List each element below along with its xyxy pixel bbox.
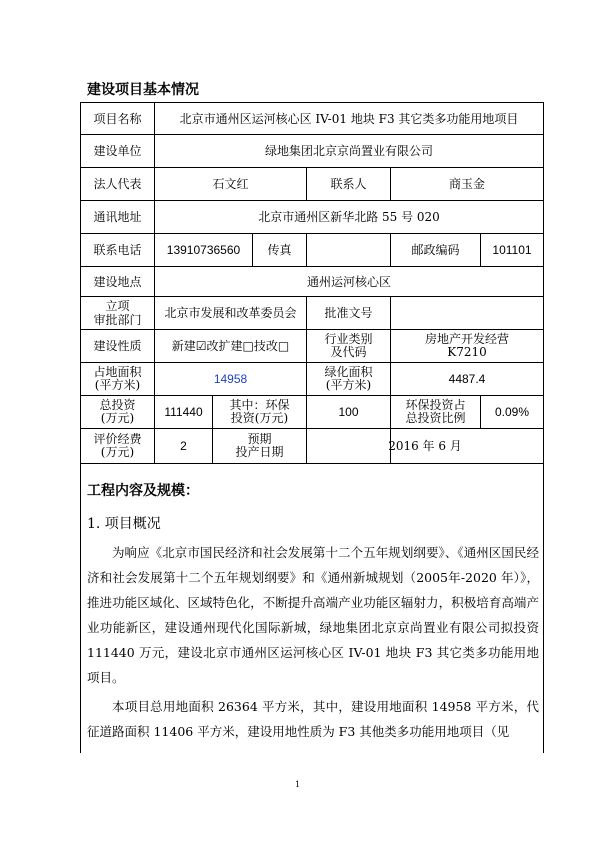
legal-rep-label: 法人代表 — [93, 177, 142, 191]
fax-value — [307, 234, 390, 266]
postcode-label: 邮政编码 — [411, 243, 460, 257]
green-area-value: 4487.4 — [448, 372, 486, 386]
env-ratio-value: 0.09% — [494, 405, 530, 419]
fax-label: 传真 — [267, 243, 292, 257]
env-ratio-label: 环保投资占 总投资比例 — [405, 398, 466, 425]
industry-label: 行业类别 及代码 — [324, 332, 373, 359]
basic-info-table — [80, 102, 544, 464]
total-invest-value: 111440 — [164, 405, 203, 419]
overview-paragraph-1: 为响应《北京市国民经济和社会发展第十二个五年规划纲要》、《通州区国民经济和社会发展第十二个五年规划纲要》和《通州新城规划（2005年-2020 年）》，推进功能区域化、区域特色化，不断提升高端产业功能区辐射力，积极培育高端产业功能新区，建设通州现代化国际新城，绿地集团北京京尚置业有限公司拟投资 111440 万元，建设北京市通州区运河核心区 IV-01 地块 F3 其它类多功能用地项目。 — [87, 545, 539, 685]
address-value: 北京市通州区新华北路 55 号 020 — [258, 210, 440, 224]
green-area-label: 绿化面积 (平方米) — [324, 365, 373, 392]
approval-no-value — [391, 297, 543, 329]
expected-date-value: 2016 年 6 月 — [388, 439, 462, 453]
overview-heading: 1. 项目概况 — [87, 516, 161, 532]
nature-label: 建设性质 — [93, 339, 142, 353]
postcode-value: 101101 — [492, 243, 532, 257]
nature-value: 新建☑改扩建□技改□ — [171, 339, 290, 353]
location-value: 通州运河核心区 — [306, 274, 391, 289]
phone-value: 13910736560 — [166, 243, 241, 257]
env-invest-label: 其中：环保 投资(万元) — [229, 398, 290, 425]
eval-fee-label: 评价经费 (万元) — [93, 432, 142, 459]
eval-fee-value: 2 — [180, 439, 187, 453]
page-number: 1 — [294, 780, 301, 789]
approval-dept-label: 立项 审批部门 — [93, 299, 142, 327]
contact-label: 联系人 — [330, 177, 367, 191]
project-name-label: 项目名称 — [93, 111, 142, 126]
contact-value: 商玉金 — [448, 177, 485, 191]
approval-no-label: 批准文号 — [324, 306, 373, 320]
total-invest-label: 总投资 (万元) — [99, 398, 136, 425]
project-name-value: 北京市通州区运河核心区 IV-01 地块 F3 其它类多功能用地项目 — [179, 111, 519, 126]
address-label: 通讯地址 — [93, 210, 142, 224]
location-label: 建设地点 — [93, 274, 142, 289]
overview-paragraph-2: 本项目总用地面积 26364 平方米，其中，建设用地面积 14958 平方米，代征道路面积 11406 平方米，建设用地性质为 F3 其他类多功能用地项目（见 — [87, 699, 539, 739]
land-area-value: 14958 — [213, 372, 248, 386]
phone-label: 联系电话 — [93, 243, 142, 257]
section-title: 建设项目基本情况 — [87, 82, 199, 98]
approval-dept-value: 北京市发展和改革委员会 — [164, 305, 297, 320]
legal-rep-value: 石文红 — [212, 177, 249, 191]
expected-date-label: 预期 投产日期 — [235, 432, 284, 459]
builder-label: 建设单位 — [93, 144, 142, 158]
land-area-label: 占地面积 (平方米) — [93, 365, 142, 392]
env-invest-value: 100 — [338, 405, 359, 419]
content-heading: 工程内容及规模： — [87, 483, 199, 499]
builder-value: 绿地集团北京京尚置业有限公司 — [264, 144, 433, 158]
industry-value: 房地产开发经营 K7210 — [424, 332, 509, 359]
